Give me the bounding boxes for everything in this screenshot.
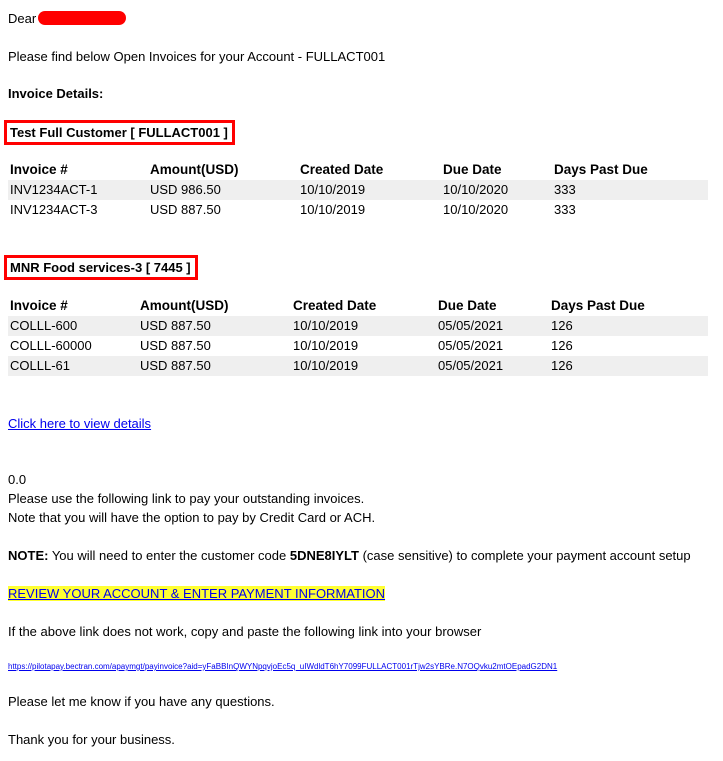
- cell-amount: USD 887.50: [138, 316, 291, 336]
- intro-text: Please find below Open Invoices for your Account - FULLACT001: [8, 49, 386, 64]
- header-amount: Amount(USD): [140, 298, 229, 313]
- invoice-details-label: Invoice Details:: [8, 86, 104, 101]
- customer-name-1: Test Full Customer [ FULLACT001 ]: [4, 120, 235, 145]
- cell-created: 10/10/2019: [300, 202, 366, 217]
- total-value: 0.0: [8, 472, 27, 487]
- redacted-name: [38, 11, 126, 25]
- thanks-text: Thank you for your business.: [8, 732, 175, 747]
- header-invoice: Invoice #: [10, 162, 68, 177]
- table-header-row: [8, 160, 708, 180]
- cell-due: 05/05/2021: [438, 338, 504, 353]
- cell-invoice: COLLL-600: [8, 316, 138, 336]
- customer-name-2: MNR Food services-3 [ 7445 ]: [4, 255, 198, 280]
- cell-invoice: INV1234ACT-1: [8, 180, 148, 200]
- fallback-text: If the above link does not work, copy and paste the following link into your browser: [8, 624, 482, 639]
- pay-options: Note that you will have the option to pay by Credit Card or ACH.: [8, 510, 376, 525]
- header-days-past-due: Days Past Due: [551, 298, 645, 313]
- cell-due: 05/05/2021: [436, 356, 549, 376]
- header-created: Created Date: [293, 298, 377, 313]
- greeting: Dear: [8, 11, 37, 26]
- cell-amount: USD 887.50: [140, 338, 211, 353]
- cell-days: 126: [551, 338, 573, 353]
- header-amount: Amount(USD): [150, 162, 239, 177]
- cell-days: 126: [549, 316, 708, 336]
- cell-invoice: COLLL-60000: [10, 338, 92, 353]
- note-after: (case sensitive) to complete your payment account setup: [358, 548, 691, 563]
- cell-days: 126: [549, 356, 708, 376]
- cell-due: 10/10/2020: [441, 180, 552, 200]
- header-due: Due Date: [443, 162, 502, 177]
- cell-invoice: INV1234ACT-3: [10, 202, 98, 217]
- pay-instruction: Please use the following link to pay your outstanding invoices.: [8, 491, 365, 506]
- header-invoice: Invoice #: [10, 298, 68, 313]
- review-link-line: [8, 586, 385, 602]
- table-header-row: [8, 296, 708, 316]
- header-days-past-due: Days Past Due: [554, 162, 648, 177]
- greeting-line: [8, 11, 126, 27]
- header-due: Due Date: [438, 298, 497, 313]
- invoice-table-2: [8, 296, 708, 376]
- cell-created: 10/10/2019: [291, 356, 436, 376]
- customer-code: 5DNE8IYLT: [289, 548, 359, 563]
- cell-days: 333: [552, 180, 708, 200]
- details-link-line: [8, 416, 151, 432]
- view-details-link[interactable]: Click here to view details: [8, 416, 152, 431]
- note-line: [8, 548, 691, 564]
- cell-amount: USD 986.50: [148, 180, 298, 200]
- table-row: [8, 180, 708, 200]
- table-row: [8, 336, 708, 356]
- questions-text: Please let me know if you have any questions.: [8, 694, 275, 709]
- cell-amount: USD 887.50: [138, 356, 291, 376]
- fallback-url-link[interactable]: https://pilotapay.bectran.com/apaymgt/payinvoice?aid=yFaBBInQWYNpqvjoEc5q_uIWdldT6hY7099FULLACT001rTjw2sYBRe.N7OQvku2mtOEpadG2DN1: [8, 662, 558, 671]
- cell-days: 333: [554, 202, 576, 217]
- cell-due: 05/05/2021: [436, 316, 549, 336]
- table-row: [8, 316, 708, 336]
- fallback-url-line: [8, 657, 557, 675]
- cell-created: 10/10/2019: [298, 180, 441, 200]
- cell-amount: USD 887.50: [150, 202, 221, 217]
- table-row: [8, 356, 708, 376]
- review-account-link[interactable]: REVIEW YOUR ACCOUNT & ENTER PAYMENT INFORMATION: [8, 586, 386, 601]
- table-row: [8, 200, 708, 220]
- note-before: You will need to enter the customer code: [48, 548, 290, 563]
- note-label: NOTE:: [8, 548, 49, 563]
- cell-created: 10/10/2019: [291, 316, 436, 336]
- header-created: Created Date: [300, 162, 384, 177]
- invoice-table-1: [8, 160, 708, 220]
- cell-due: 10/10/2020: [443, 202, 509, 217]
- cell-invoice: COLLL-61: [8, 356, 138, 376]
- cell-created: 10/10/2019: [293, 338, 359, 353]
